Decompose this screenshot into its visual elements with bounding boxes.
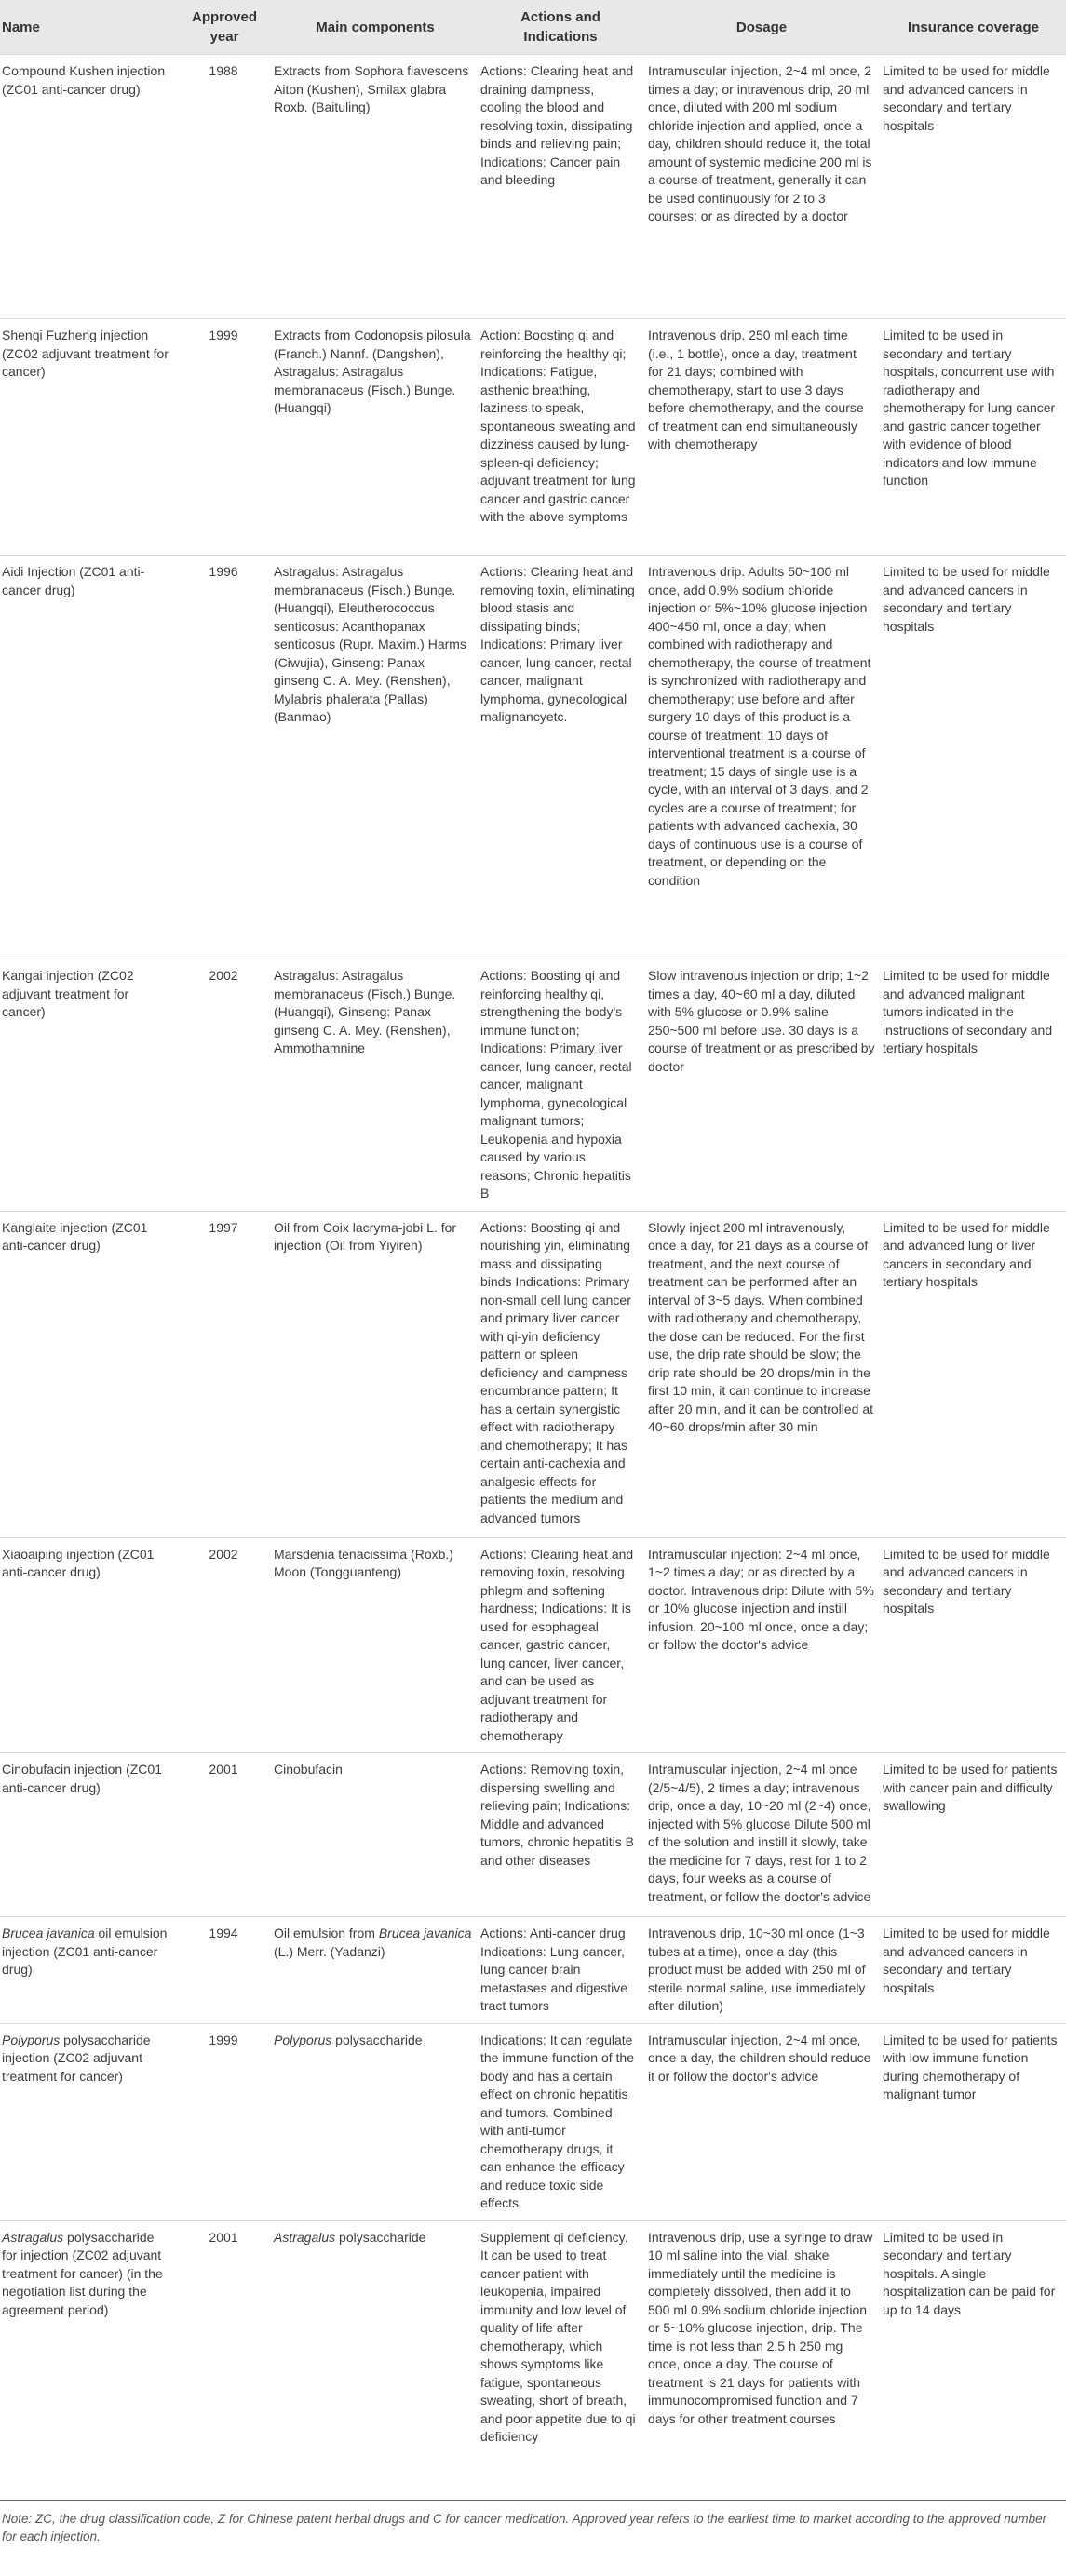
- header-dosage: Dosage: [735, 19, 788, 35]
- cell-components: Extracts from Codonopsis pilosula (Franch.) Nannf. (Dangshen), Astragalus: Astragalus membranaceus (Fisch.) Bunge. (Huangqi): [274, 328, 471, 415]
- table-footnote: Note: ZC, the drug classification code, Z for Chinese patent herbal drugs and C for cancer medication. Approved year refers to the earliest time to market according to the approved number for each injection.: [0, 2500, 1066, 2545]
- table-header-row: [0, 0, 1066, 55]
- cell-insurance: Limited to be used in secondary and tertiary hospitals, concurrent use with radiotherapy and chemotherapy for lung cancer and gastric cancer together with evidence of blood indicators and low immune function: [883, 328, 1056, 488]
- cell-name: [0, 2023, 177, 2220]
- cell-components-rest: polysaccharide: [335, 2229, 426, 2245]
- cell-name-rest: oil emulsion injection (ZC01 anti-cancer drug): [2, 1925, 168, 1977]
- cell-name: Compound Kushen injection (ZC01 anti-cancer drug): [2, 63, 166, 97]
- cell-components-italic: Polyporus: [274, 2032, 332, 2047]
- cell-dosage: Intravenous drip, 10~30 ml once (1~3 tubes at a time), once a day (this product must be added with 250 ml of sterile normal saline, use immediately after dilution): [648, 1925, 866, 2013]
- cell-name-rest: polysaccharide for injection (ZC02 adjuvant treatment for cancer) (in the negotiation list during the agreement period): [2, 2229, 163, 2317]
- header-approved-year: Approved year: [191, 9, 257, 45]
- cell-year: 1996: [209, 564, 238, 579]
- cell-name: Kangai injection (ZC02 adjuvant treatment for cancer): [2, 968, 134, 1019]
- cell-year: 2001: [209, 2229, 238, 2245]
- cell-components-rest: polysaccharide: [331, 2032, 423, 2047]
- cell-insurance: Limited to be used for middle and advanced cancers in secondary and tertiary hospitals: [883, 63, 1050, 133]
- cell-insurance: Limited to be used for middle and advanced malignant tumors indicated in the instructions of secondary and tertiary hospitals: [883, 968, 1053, 1055]
- cell-insurance: Limited to be used for middle and advanced cancers in secondary and tertiary hospitals: [883, 564, 1050, 634]
- cell-components: Astragalus: Astragalus membranaceus (Fisch.) Bunge. (Huangqi), Ginseng: Panax ginseng C. A. Mey. (Renshen), Ammothamnine: [274, 968, 456, 1055]
- cell-actions: Supplement qi deficiency. It can be used to treat cancer patient with leukopenia, impaired immunity and low level of quality of life after chemotherapy, which shows symptoms like fatigue, spontaneous sweating, short of breath, and poor appetite due to qi deficiency: [480, 2229, 636, 2444]
- cell-actions: Actions: Removing toxin, dispersing swelling and relieving pain; Indications: Middle and advanced tumors, chronic hepatitis B and other diseases: [480, 1762, 634, 1868]
- cell-name: Xiaoaiping injection (ZC01 anti-cancer drug): [2, 1546, 155, 1579]
- cell-components: Marsdenia tenacissima (Roxb.) Moon (Tongguanteng): [274, 1546, 453, 1579]
- cell-dosage: Intramuscular injection: 2~4 ml once, 1~2 times a day; or as directed by a doctor. Intravenous drip: Dilute with 5% or 10% glucose injection and instill infusion, 20~100 ml once, once a day; or follow the doctor's advice: [648, 1546, 874, 1652]
- cell-year: 1994: [209, 1925, 238, 1940]
- cell-components: [272, 2220, 479, 2500]
- table-row: [0, 959, 1066, 1212]
- cell-insurance: Limited to be used in secondary and tertiary hospitals. A single hospitalization can be paid for up to 14 days: [883, 2229, 1056, 2317]
- table-row: [0, 556, 1066, 959]
- table-row: [0, 55, 1066, 319]
- cell-components: Extracts from Sophora flavescens Aiton (Kushen), Smilax glabra Roxb. (Baituling): [274, 63, 469, 114]
- cell-name: [0, 2220, 177, 2500]
- cell-year: 1999: [209, 328, 238, 342]
- cell-insurance: Limited to be used for patients with low immune function during chemotherapy of malignant tumor: [883, 2032, 1058, 2101]
- cell-insurance: Limited to be used for middle and advanced cancers in secondary and tertiary hospitals: [883, 1925, 1050, 1995]
- cell-actions: Actions: Boosting qi and nourishing yin, eliminating mass and dissipating binds Indications: Primary non-small cell lung cancer and primary liver cancer with qi-yin deficiency pattern or spleen deficiency and dampness encumbrance pattern; It has a certain synergistic effect with radiotherapy and chemotherapy; It has certain anti-cachexia and analgesic effects for patients the medium and advanced tumors: [480, 1219, 631, 1525]
- cell-insurance: Limited to be used for middle and advanced cancers in secondary and tertiary hospitals: [883, 1546, 1050, 1616]
- header-insurance-coverage: Insurance coverage: [908, 19, 1039, 35]
- header-actions-indications: Actions and Indications: [520, 9, 600, 45]
- cell-components-rest: (L.) Merr. (Yadanzi): [274, 1943, 385, 1959]
- cell-name: Shenqi Fuzheng injection (ZC02 adjuvant treatment for cancer): [2, 328, 169, 379]
- header-main-components: Main components: [316, 19, 435, 35]
- table-row: [0, 2023, 1066, 2220]
- cell-actions: Indications: It can regulate the immune function of the body and has a certain effect on chronic hepatitis and tumors. Combined with anti-tumor chemotherapy drugs, it can enhance the efficacy and reduce toxic side effects: [480, 2032, 634, 2210]
- cell-dosage: Intravenous drip, use a syringe to draw 10 ml saline into the vial, shake immediately until the medicine is completely dissolved, then add it to 500 ml 0.9% sodium chloride injection or 5~10% glucose injection, drip. The time is not less than 2.5 h 250 mg once, once a day. The course of treatment is 21 days for patients with immunocompromised function and 7 days for other treatment courses: [648, 2229, 873, 2426]
- cell-actions: Actions: Clearing heat and removing toxin, eliminating blood stasis and dissipating binds; Indications: Primary liver cancer, lung cancer, rectal cancer, malignant lymphoma, gynecological malignancyetc.: [480, 564, 635, 724]
- cell-actions: Actions: Anti-cancer drug Indications: Lung cancer, lung cancer brain metastases and digestive tract tumors: [480, 1925, 627, 2013]
- table-row: [0, 1537, 1066, 1753]
- cell-name: Kanglaite injection (ZC01 anti-cancer drug): [2, 1219, 148, 1253]
- header-name: Name: [2, 19, 40, 35]
- cell-insurance: Limited to be used for middle and advanced lung or liver cancers in secondary and tertiary hospitals: [883, 1219, 1050, 1289]
- cell-components-pre: Oil emulsion from: [274, 1925, 379, 1940]
- cell-insurance: Limited to be used for patients with cancer pain and difficulty swallowing: [883, 1762, 1058, 1813]
- cell-year: 2002: [209, 1546, 238, 1562]
- cell-name: [0, 1917, 177, 2024]
- cell-year: 1988: [209, 63, 238, 78]
- cell-components-italic: Astragalus: [274, 2229, 336, 2245]
- cell-components: Astragalus: Astragalus membranaceus (Fisch.) Bunge. (Huangqi), Eleutherococcus senticosus: Acanthopanax senticosus (Rupr. Maxim.) Harms (Ciwujia), Ginseng: Panax ginseng C. A. Mey. (Renshen), Mylabris phalerata (Pallas) (Banmao): [274, 564, 466, 724]
- cell-year: 2001: [209, 1762, 238, 1777]
- cell-components: Oil from Coix lacryma-jobi L. for injection (Oil from Yiyiren): [274, 1219, 457, 1253]
- cell-name: Cinobufacin injection (ZC01 anti-cancer drug): [2, 1762, 162, 1795]
- cell-dosage: Slowly inject 200 ml intravenously, once a day, for 21 days as a course of treatment, and the next course of treatment can be performed after an interval of 3~5 days. When combined with radiotherapy and chemotherapy, the dose can be reduced. For the first use, the drip rate should be slow; the drip rate should be 20 drops/min in the first 10 min, it can continue to increase after 20 min, and it can be controlled at 40~60 drops/min after 30 min: [648, 1219, 874, 1434]
- cell-components: [272, 1917, 479, 2024]
- cell-components: Cinobufacin: [274, 1762, 343, 1777]
- cell-components-italic: Brucea javanica: [378, 1925, 472, 1940]
- cell-name-rest: polysaccharide injection (ZC02 adjuvant treatment for cancer): [2, 2032, 151, 2084]
- cell-dosage: Slow intravenous injection or drip; 1~2 times a day, 40~60 ml a day, diluted with 5% glucose or 0.9% saline 250~500 ml before use. 30 days is a course of treatment or as prescribed by doctor: [648, 968, 875, 1074]
- table-row: [0, 319, 1066, 556]
- cell-actions: Actions: Clearing heat and draining dampness, cooling the blood and resolving toxin, dissipating binds and relieving pain; Indications: Cancer pain and bleeding: [480, 63, 634, 187]
- cell-year: 2002: [209, 968, 238, 983]
- table-row: [0, 2220, 1066, 2500]
- table-row: [0, 1753, 1066, 1917]
- cell-dosage: Intravenous drip. Adults 50~100 ml once, add 0.9% sodium chloride injection or 5%~10% glucose injection 400~450 ml, once a day; when combined with radiotherapy and chemotherapy, the course of treatment is synchronized with radiotherapy and chemotherapy; use before and after surgery 10 days of this product is a course of treatment; 10 days of interventional treatment is a course of treatment; 15 days of single use is a cycle, with an interval of 3 days, and 2 cycles are a course of treatment; for patients with advanced cachexia, 30 days of continuous use is a course of treatment, or depending on the condition: [648, 564, 871, 888]
- cell-name-italic: Polyporus: [2, 2032, 61, 2047]
- cell-components: [272, 2023, 479, 2220]
- cell-name-italic: Brucea javanica: [2, 1925, 95, 1940]
- cell-dosage: Intravenous drip. 250 ml each time (i.e., 1 bottle), once a day, treatment for 21 days; combined with chemotherapy, start to use 3 days before chemotherapy, and the course of treatment can end simultaneously with chemotherapy: [648, 328, 864, 451]
- table-row: [0, 1211, 1066, 1537]
- cell-name-italic: Astragalus: [2, 2229, 64, 2245]
- cell-dosage: Intramuscular injection, 2~4 ml once, 2 times a day; or intravenous drip, 20 ml once, diluted with 200 ml sodium chloride injection and applied, once a day, children should reduce it, the total amount of systemic medicine 200 ml is a course of treatment, generally it can be used continuously for 2 to 3 courses; or as directed by a doctor: [648, 63, 872, 223]
- cell-name: Aidi Injection (ZC01 anti-cancer drug): [2, 564, 145, 597]
- cell-actions: Actions: Clearing heat and removing toxin, resolving phlegm and softening hardness; Indications: It is used for esophageal cancer, gastric cancer, lung cancer, liver cancer, and can be used as adjuvant treatment for radiotherapy and chemotherapy: [480, 1546, 634, 1743]
- table-row: [0, 1917, 1066, 2024]
- cell-actions: Actions: Boosting qi and reinforcing healthy qi, strengthening the body's immune function; Indications: Primary liver cancer, lung cancer, rectal cancer, malignant lymphoma, gynecological malignant tumors; Leukopenia and hypoxia caused by various reasons; Chronic hepatitis B: [480, 968, 632, 1201]
- cell-dosage: Intramuscular injection, 2~4 ml once (2/5~4/5), 2 times a day; intravenous drip, once a day, 10~20 ml (2~4) once, injected with 5% glucose Dilute 500 ml of the solution and instill it slowly, take the medicine for 7 days, rest for 1 to 2 days, four weeks as a course of treatment, or follow the doctor's advice: [648, 1762, 871, 1904]
- cell-year: 1997: [209, 1219, 238, 1235]
- cell-actions: Action: Boosting qi and reinforcing the healthy qi; Indications: Fatigue, asthenic breathing, laziness to speak, spontaneous sweating and dizziness caused by lung-spleen-qi deficiency; adjuvant treatment for lung cancer and gastric cancer with the above symptoms: [480, 328, 636, 524]
- cell-year: 1999: [209, 2032, 238, 2047]
- cell-dosage: Intramuscular injection, 2~4 ml once, once a day, the children should reduce it or follow the doctor's advice: [648, 2032, 871, 2084]
